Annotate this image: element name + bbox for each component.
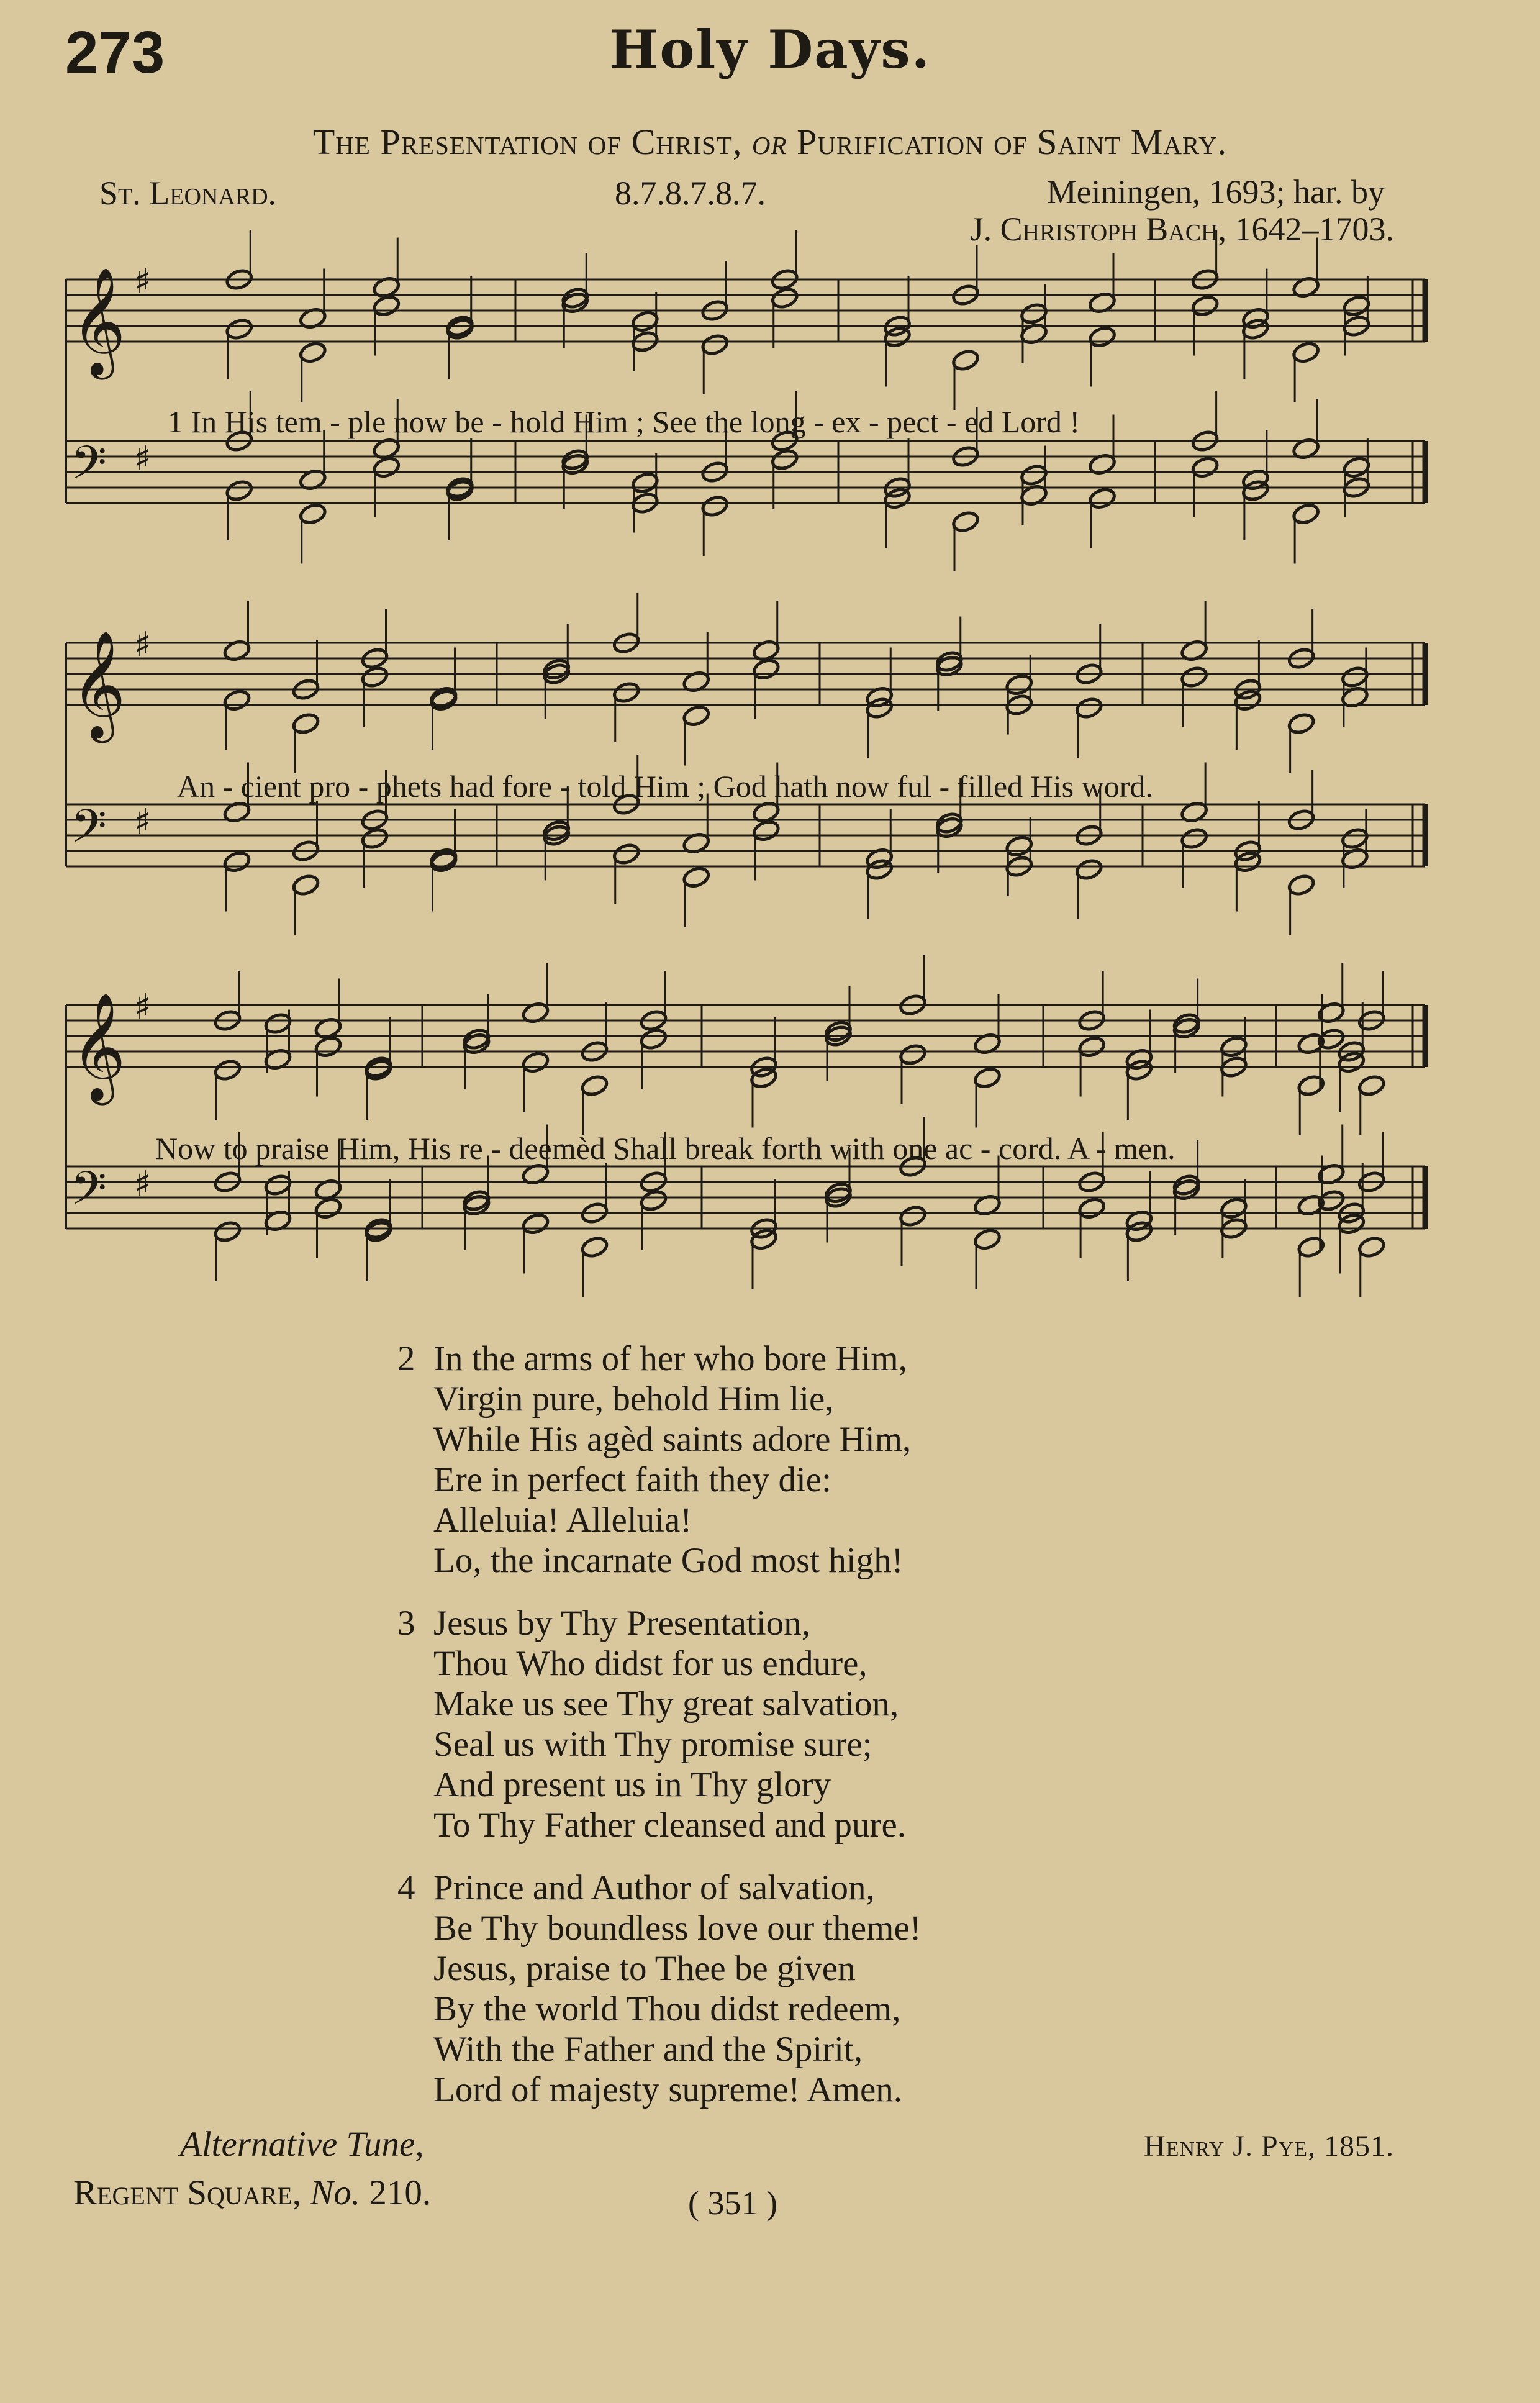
verse-line: With the Father and the Spirit, [433, 2030, 863, 2069]
verse-line: To Thy Father cleansed and pure. [433, 1806, 907, 1845]
verse-number: 3 [397, 1604, 415, 1643]
lyric-line-3: Now to praise Him, His re - deemèd Shall break forth with one ac - cord. A - men. [155, 1131, 1175, 1166]
alternative-tune-name: Regent Square, No. 210. [73, 2173, 432, 2212]
alternative-tune-label: Alternative Tune, [180, 2125, 424, 2164]
verse-line: Ere in perfect faith they die: [433, 1460, 831, 1499]
hymn-number: 273 [65, 19, 165, 86]
verse-line: 3 Jesus by Thy Presentation, [397, 1604, 810, 1643]
svg-text:𝄞: 𝄞 [71, 630, 126, 738]
svg-text:♯: ♯ [134, 1164, 152, 1204]
page-heading: Holy Days. [609, 19, 931, 80]
tune-meter: 8.7.8.7.8.7. [615, 175, 766, 212]
lyric-line-1: 1 In His tem - ple now be - hold Him ; See the long - ex - pect - ed Lord ! [168, 404, 1080, 439]
svg-text:♯: ♯ [134, 625, 152, 665]
verse-line: Thou Who didst for us endure, [433, 1644, 867, 1683]
verse-line: Seal us with Thy promise sure; [433, 1725, 872, 1764]
svg-text:𝄢: 𝄢 [71, 799, 107, 865]
subject-or: or [751, 122, 787, 162]
composer-line-1: Meiningen, 1693; har. by [1046, 173, 1385, 211]
verse-line: Alleluia! Alleluia! [433, 1501, 692, 1540]
verses [397, 1338, 922, 2132]
hymn-subject [0, 121, 1540, 163]
lyric-line-2: An - cient pro - phets had fore - told Him ; God hath now ful - filled His word. [177, 769, 1153, 804]
verse-line: 4 Prince and Author of salvation, [397, 1868, 875, 1907]
verse-line: And present us in Thy glory [433, 1765, 831, 1804]
verse-3 [397, 1603, 922, 1845]
verse-line: Be Thy boundless love our theme! [433, 1909, 922, 1948]
verse-line: Jesus, praise to Thee be given [433, 1949, 856, 1988]
verse-line: Virgin pure, behold Him lie, [433, 1379, 834, 1419]
hymn-author: Henry J. Pye, 1851. [1143, 2130, 1394, 2163]
svg-text:♯: ♯ [134, 261, 152, 302]
svg-text:♯: ♯ [134, 802, 152, 842]
svg-text:𝄢: 𝄢 [71, 436, 107, 501]
verse-line: While His agèd saints adore Him, [433, 1420, 912, 1459]
verse-line: By the world Thou didst redeem, [433, 1989, 901, 2028]
subject-part2: Purification of Saint Mary. [797, 122, 1228, 162]
tune-name: St. Leonard. [99, 175, 277, 212]
svg-text:𝄞: 𝄞 [71, 267, 126, 375]
svg-text:♯: ♯ [134, 987, 152, 1027]
verse-2 [397, 1338, 922, 1581]
page-number: ( 351 ) [688, 2184, 777, 2222]
verse-line: 2 In the arms of her who bore Him, [397, 1339, 907, 1378]
verse-number: 2 [397, 1339, 415, 1378]
verse-4 [397, 1868, 922, 2110]
svg-text:𝄢: 𝄢 [71, 1161, 107, 1227]
verse-line: Lord of majesty supreme! Amen. [433, 2070, 903, 2109]
subject-part1: The Presentation of Christ, [312, 122, 743, 162]
verse-line: Lo, the incarnate God most high! [433, 1541, 904, 1580]
verse-number: 4 [397, 1868, 415, 1907]
svg-text:𝄞: 𝄞 [71, 993, 126, 1101]
composer-line-2: J. Christoph Bach, 1642–1703. [970, 211, 1394, 248]
verse-line: Make us see Thy great salvation, [433, 1684, 899, 1724]
svg-text:♯: ♯ [134, 438, 152, 479]
